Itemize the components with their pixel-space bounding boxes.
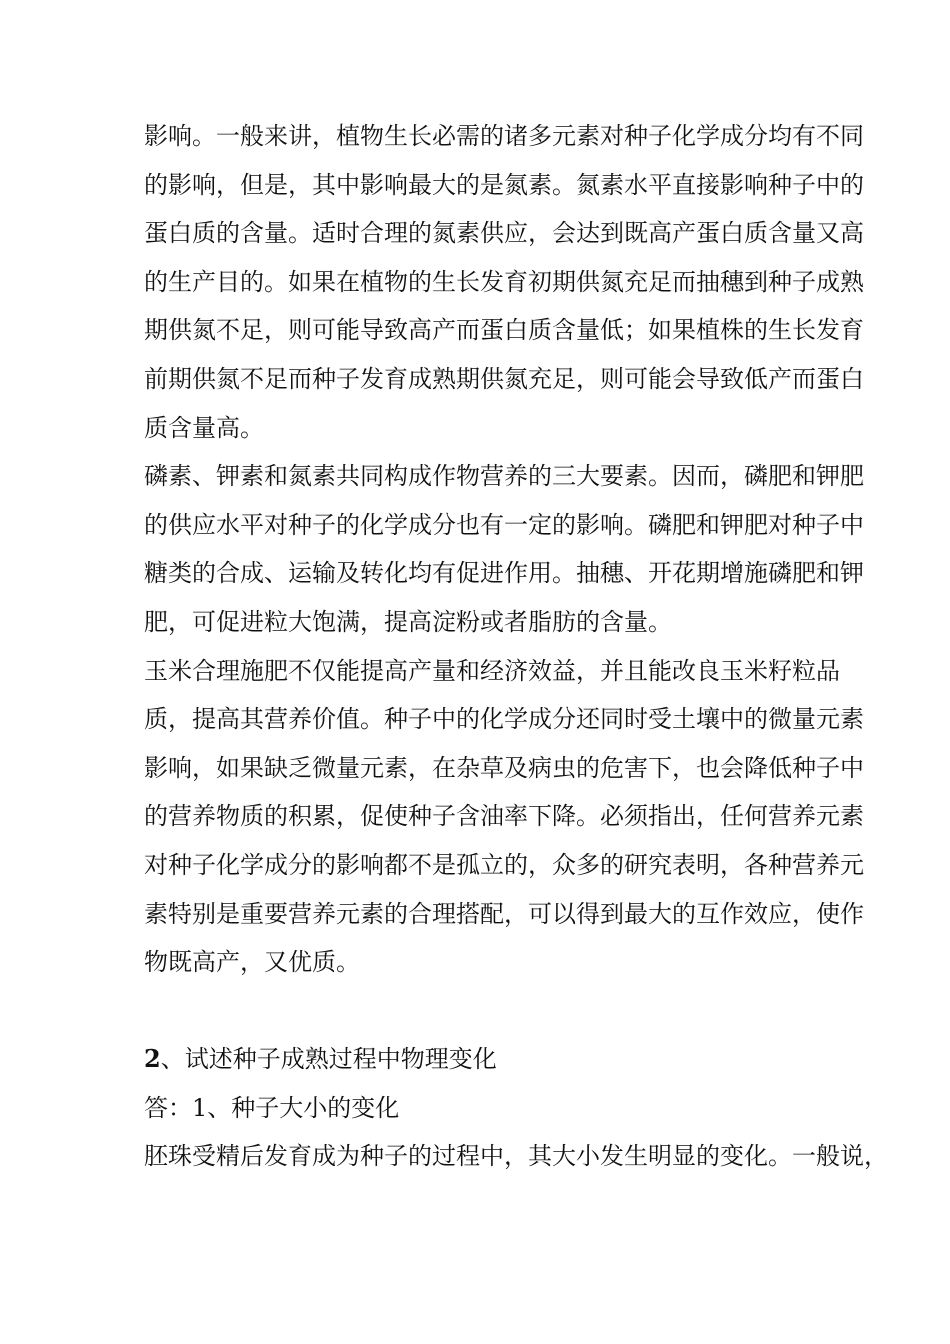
text-line: 玉米合理施肥不仅能提高产量和经济效益，并且能改良玉米籽粒品 [144,656,840,685]
text-line: 糖类的合成、运输及转化均有促进作用。抽穗、开花期增施磷肥和钾 [144,559,864,588]
paragraph-nitrogen [144,112,864,452]
text-line: 的生产目的。如果在植物的生长发育初期供氮充足而抽穗到种子成熟 [144,267,864,296]
text-line: 物既高产，又优质。 [144,948,360,977]
text-line: 前期供氮不足而种子发育成熟期供氮充足，则可能会导致低产而蛋白 [144,364,864,393]
text-line: 的供应水平对种子的化学成分也有一定的影响。磷肥和钾肥对种子中 [144,510,864,539]
text-line: 蛋白质的含量。适时合理的氮素供应，会达到既高产蛋白质含量又高 [144,219,864,248]
question-number: 2 [144,1044,161,1074]
paragraph-phosphorus-potassium [144,452,864,646]
text-line: 质含量高。 [144,413,264,442]
paragraph-corn-fertilization [144,647,864,987]
answer-label: 答：1、种子大小的变化 [144,1093,400,1122]
text-line: 期供氮不足，则可能导致高产而蛋白质含量低；如果植株的生长发育 [144,316,864,345]
blank-line [144,987,808,1036]
text-line: 质，提高其营养价值。种子中的化学成分还同时受土壤中的微量元素 [144,705,864,734]
text-line: 的影响，但是，其中影响最大的是氮素。氮素水平直接影响种子中的 [144,170,864,199]
text-line: 胚珠受精后发育成为种子的过程中，其大小发生明显的变化。一般说， [144,1142,888,1171]
text-line: 影响。一般来讲，植物生长必需的诸多元素对种子化学成分均有不同 [144,122,864,150]
text-line: 的营养物质的积累，促使种子含油率下降。必须指出，任何营养元素 [144,802,864,831]
document-body [144,112,888,1181]
text-line: 肥，可促进粒大饱满，提高淀粉或者脂肪的含量。 [144,607,672,636]
text-line: 影响，如果缺乏微量元素，在杂草及病虫的危害下，也会降低种子中 [144,753,864,782]
question-text: 、试述种子成熟过程中物理变化 [160,1045,497,1074]
text-line: 素特别是重要营养元素的合理搭配，可以得到最大的互作效应，使作 [144,899,864,928]
question-heading [144,1035,808,1084]
text-line: 对种子化学成分的影响都不是孤立的，众多的研究表明，各种营养元 [144,850,864,879]
text-line: 磷素、钾素和氮素共同构成作物营养的三大要素。因而，磷肥和钾肥 [144,462,864,491]
